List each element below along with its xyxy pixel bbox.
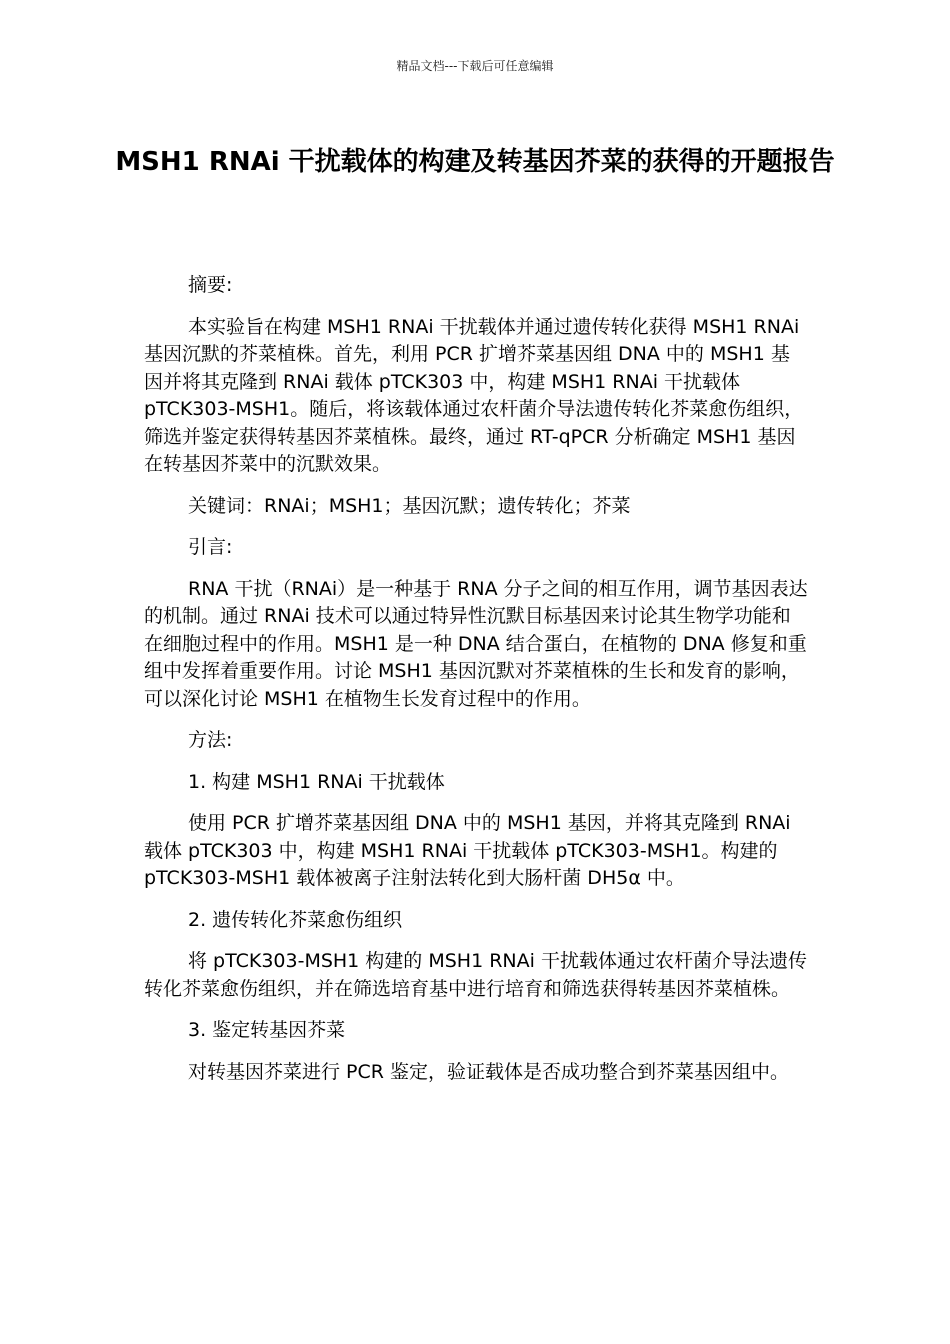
- method-2-heading: 2. 遗传转化芥菜愈伤组织: [188, 908, 403, 931]
- introduction-paragraph: RNA 干扰（RNAi）是一种基于 RNA 分子之间的相互作用，调节基因表达的机制。通过 RNAi 技术可以通过特异性沉默目标基因来讨论其生物学功能和在细胞过程中的作用。MSH1 是一种 DNA 结合蛋白，在植物的 DNA 修复和重组中发挥着重要作用。讨论 MSH1 基因沉默对芥菜植株的生长和发育的影响，可以深化讨论 MSH1 在植物生长发育过程中的作用。: [144, 577, 808, 710]
- method-1-heading: 1. 构建 MSH1 RNAi 干扰载体: [188, 770, 445, 793]
- introduction-heading: 引言:: [188, 536, 233, 558]
- method-1-paragraph: 使用 PCR 扩增芥菜基因组 DNA 中的 MSH1 基因，并将其克隆到 RNAi 载体 pTCK303 中，构建 MSH1 RNAi 干扰载体 pTCK303-MSH1。构建的 pTCK303-MSH1 载体被离子注射法转化到大肠杆菌 DH5α 中。: [144, 812, 791, 889]
- method-3-paragraph: 对转基因芥菜进行 PCR 鉴定，验证载体是否成功整合到芥菜基因组中。: [188, 1060, 790, 1083]
- abstract-paragraph: 本实验旨在构建 MSH1 RNAi 干扰载体并通过遗传转化获得 MSH1 RNAi 基因沉默的芥菜植株。首先，利用 PCR 扩增芥菜基因组 DNA 中的 MSH1 基因并将其克隆到 RNAi 载体 pTCK303 中，构建 MSH1 RNAi 干扰载体 pTCK303-MSH1。随后，将该载体通过农杆菌介导法遗传转化芥菜愈伤组织，筛选并鉴定获得转基因芥菜植株。最终，通过 RT-qPCR 分析确定 MSH1 基因在转基因芥菜中的沉默效果。: [144, 315, 804, 475]
- abstract-heading: 摘要:: [188, 274, 233, 296]
- method-2-paragraph: 将 pTCK303-MSH1 构建的 MSH1 RNAi 干扰载体通过农杆菌介导法遗传转化芥菜愈伤组织，并在筛选培育基中进行培育和筛选获得转基因芥菜植株。: [144, 950, 807, 1000]
- methods-heading: 方法:: [188, 729, 233, 751]
- method-3-heading: 3. 鉴定转基因芥菜: [188, 1019, 346, 1041]
- document-title: MSH1 RNAi 干扰载体的构建及转基因芥菜的获得的开题报告: [115, 147, 835, 177]
- header-note: 精品文档---下载后可任意编辑: [396, 59, 554, 73]
- keywords-line: 关键词：RNAi；MSH1；基因沉默；遗传转化；芥菜: [188, 494, 631, 517]
- document-body: [144, 272, 808, 1100]
